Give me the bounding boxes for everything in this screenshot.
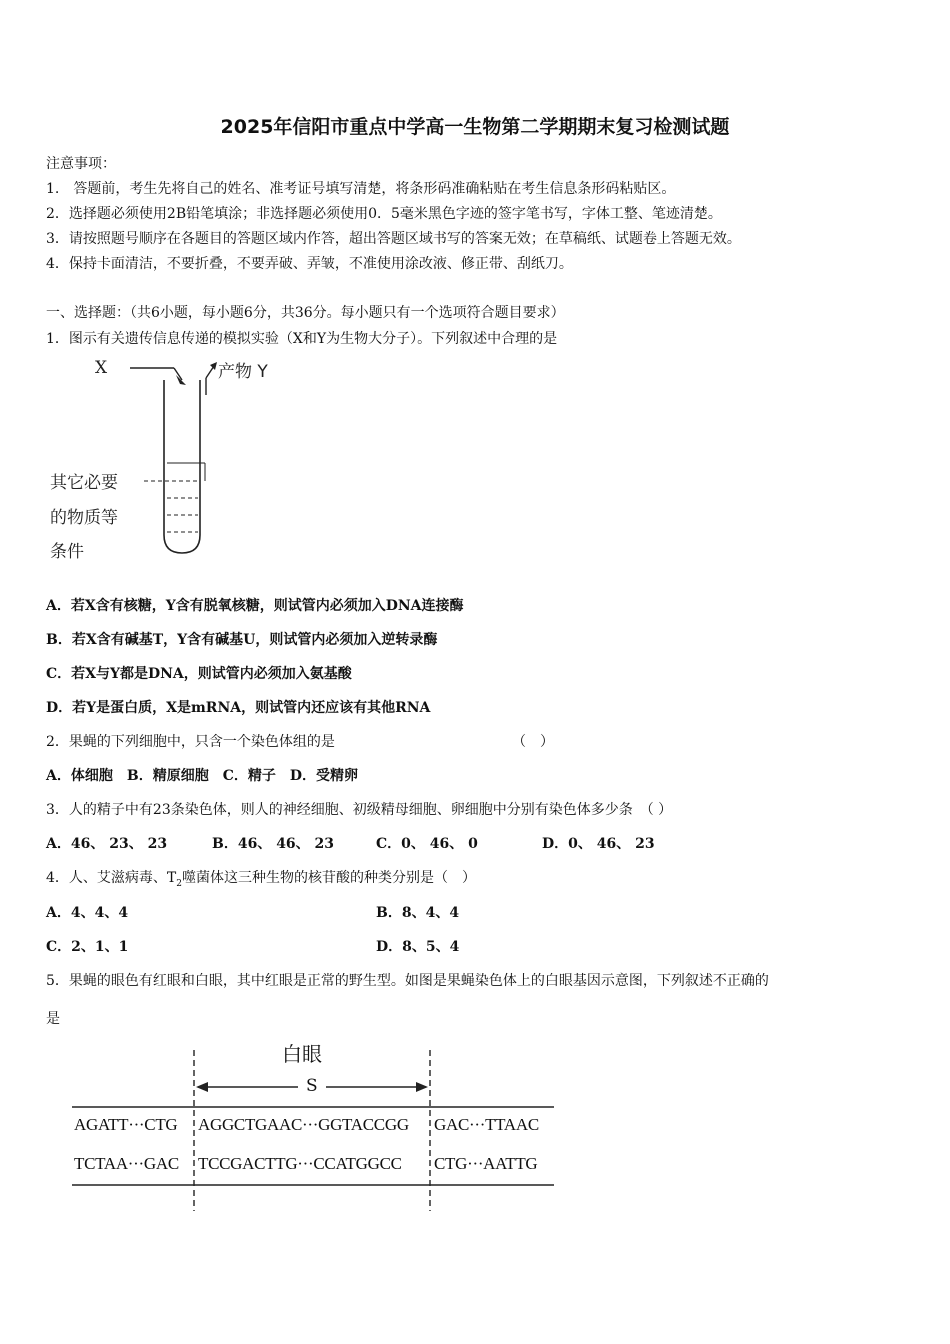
q4-stem-before: 4．人、艾滋病毒、T xyxy=(46,870,177,886)
q3-option-c: C．0、 46、 0 xyxy=(376,836,478,852)
q4-stem xyxy=(46,867,476,889)
s-label: S xyxy=(306,1076,318,1096)
white-eye-gene-label: 白眼 xyxy=(282,1042,322,1066)
condition-label-3: 条件 xyxy=(50,542,84,562)
top-strand-middle: AGGCTGAAC···GGTACCGG xyxy=(198,1115,409,1134)
notice-item-2: 2．选择题必须使用2B铅笔填涂；非选择题必须使用0．5毫米黑色字迹的签字笔书写，字体工整、笔迹清楚。 xyxy=(46,206,722,222)
q3-option-b: B．46、 46、 23 xyxy=(212,836,335,852)
condition-label-1: 其它必要 xyxy=(50,473,118,493)
q4-option-b: B．8、4、4 xyxy=(376,905,460,921)
bottom-strand-left: TCTAA···GAC xyxy=(74,1154,179,1173)
notice-item-1: 1. 答题前，考生先将自己的姓名、准考证号填写清楚，将条形码准确粘贴在考生信息条形码粘贴区。 xyxy=(46,181,676,197)
section-heading: 一、选择题：（共6小题，每小题6分，共36分。每小题只有一个选项符合题目要求） xyxy=(46,305,565,321)
bottom-strand-right: CTG···AATTG xyxy=(434,1154,538,1173)
q5-stem-line-2: 是 xyxy=(46,1011,60,1027)
test-tube-diagram xyxy=(48,360,298,565)
notice-heading: 注意事项： xyxy=(46,156,116,172)
q1-stem: 1．图示有关遗传信息传递的模拟实验（X和Y为生物大分子）。下列叙述中合理的是 xyxy=(46,331,558,347)
q5-stem-line-1: 5．果蝇的眼色有红眼和白眼，其中红眼是正常的野生型。如图是果蝇染色体上的白眼基因示意图，下列叙述不正确的 xyxy=(46,973,769,989)
q1-option-d: D．若Y是蛋白质，X是mRNA，则试管内还应该有其他RNA xyxy=(46,700,431,716)
q4-option-d: D．8、5、4 xyxy=(376,939,460,955)
q3-option-d: D．0、 46、 23 xyxy=(542,836,655,852)
q4-option-c: C．2、1、1 xyxy=(46,939,129,955)
q3-option-a: A．46、 23、 23 xyxy=(46,836,168,852)
page-title: 2025年信阳市重点中学高一生物第二学期期末复习检测试题 xyxy=(220,116,730,138)
q2-answer-blank: （ ） xyxy=(512,734,554,750)
top-strand-left: AGATT···CTG xyxy=(74,1115,178,1134)
notice-item-4: 4．保持卡面清洁，不要折叠，不要弄破、弄皱，不准使用涂改液、修正带、刮纸刀。 xyxy=(46,256,573,272)
q1-option-a: A．若X含有核糖，Y含有脱氧核糖，则试管内必须加入DNA连接酶 xyxy=(46,598,464,614)
notice-item-3: 3．请按照题号顺序在各题目的答题区域内作答，超出答题区域书写的答案无效；在草稿纸、试题卷上答题无效。 xyxy=(46,231,741,247)
q5-figure xyxy=(70,1035,560,1215)
bottom-strand-middle: TCCGACTTG···CCATGGCC xyxy=(198,1154,402,1173)
q1-option-c: C．若X与Y都是DNA，则试管内必须加入氨基酸 xyxy=(46,666,352,682)
q1-option-b: B．若X含有碱基T，Y含有碱基U，则试管内必须加入逆转录酶 xyxy=(46,632,438,648)
q2-stem: 2．果蝇的下列细胞中，只含一个染色体组的是 xyxy=(46,734,335,750)
q4-stem-subscript: 2 xyxy=(176,878,182,889)
q4-option-a: A．4、4、4 xyxy=(46,905,129,921)
x-label: X xyxy=(95,358,108,378)
top-strand-right: GAC···TTAAC xyxy=(434,1115,539,1134)
q4-stem-after: 噬菌体这三种生物的核苷酸的种类分别是（ ） xyxy=(181,870,476,886)
q2-options: A．体细胞 B．精原细胞 C．精子 D．受精卵 xyxy=(46,768,358,784)
q1-figure xyxy=(48,360,298,565)
condition-label-2: 的物质等 xyxy=(50,508,118,528)
q3-stem: 3．人的精子中有23条染色体，则人的神经细胞、初级精母细胞、卵细胞中分别有染色体多少条 （ ） xyxy=(46,802,673,818)
product-y-label: 产物 Y xyxy=(218,362,268,382)
